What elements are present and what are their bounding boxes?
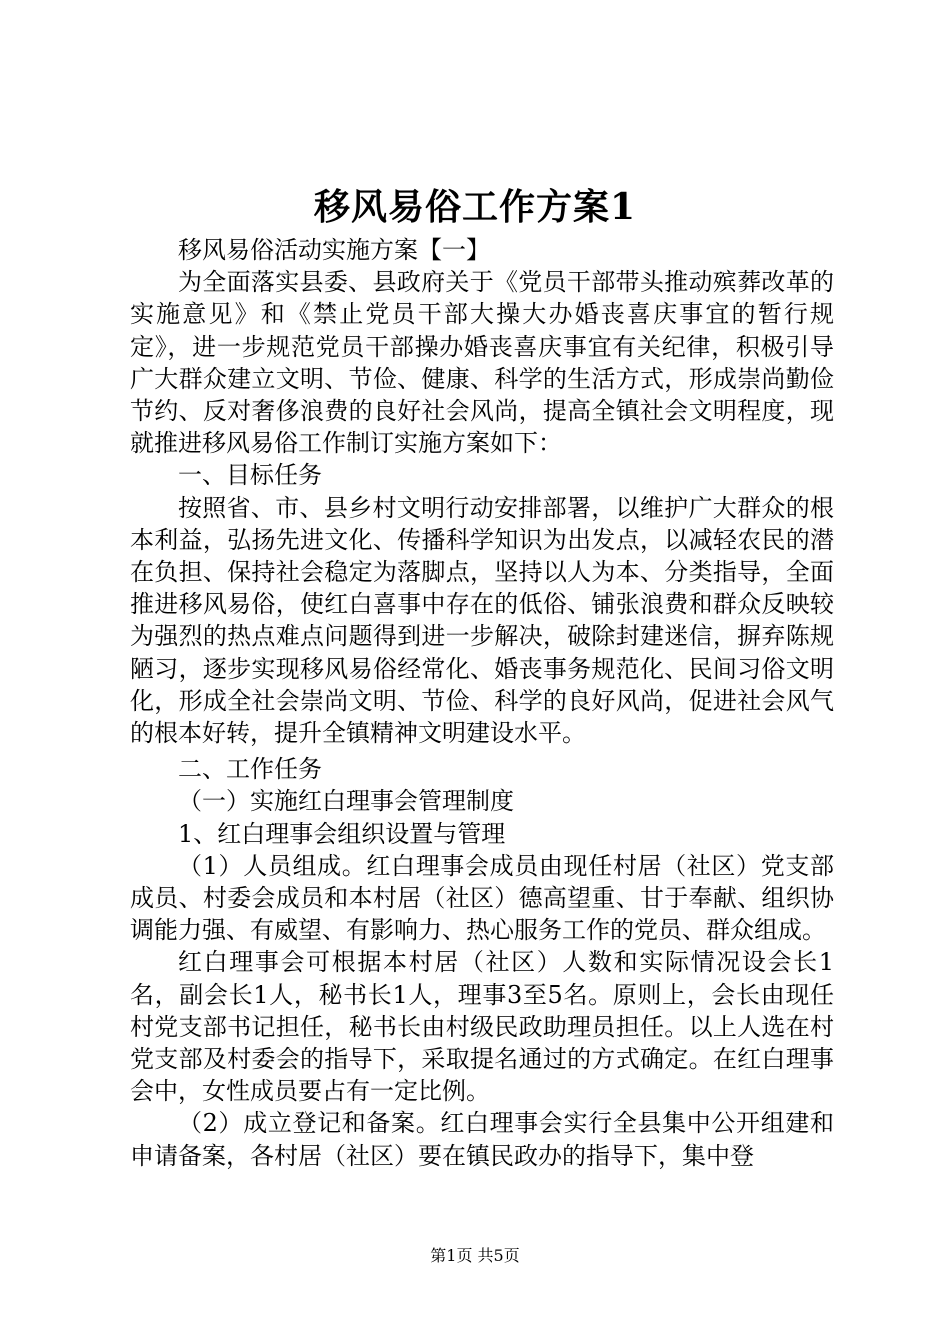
heading-objectives: 一、目标任务 bbox=[178, 461, 322, 490]
document-title: 移风易俗工作方案1 bbox=[313, 186, 637, 228]
paragraph-intro: 为全面落实县委、县政府关于《党员干部带头推动殡葬改革的实施意见》和《禁止党员干部大操大办婚丧喜庆事宜的暂行规定》，进一步规范党员干部操办婚丧喜庆事宜有关纪律，积极引导广大群众建立文明、节俭、健康、科学的生活方式，形成崇尚勤俭节约、反对奢侈浪费的良好社会风尚，提高全镇社会文明程度，现就推进移风易俗工作制订实施方案如下： bbox=[130, 268, 834, 458]
document-body bbox=[130, 234, 834, 1171]
heading-subsection-1: （一）实施红白理事会管理制度 bbox=[178, 787, 514, 816]
paragraph-structure: 红白理事会可根据本村居（社区）人数和实际情况设会长1名，副会长1人，秘书长1人，理事3至5名。原则上，会长由现任村党支部书记担任，秘书长由村级民政助理员担任。以上人选在村党支部及村委会的指导下，采取提名通过的方式确定。在红白理事会中，女性成员要占有一定比例。 bbox=[130, 948, 834, 1106]
page-number: 第1页 共5页 bbox=[430, 1246, 520, 1265]
paragraph-registration: （2）成立登记和备案。红白理事会实行全县集中公开组建和申请备案，各村居（社区）要在镇民政办的指导下，集中登 bbox=[130, 1109, 834, 1170]
paragraph-subtitle: 移风易俗活动实施方案【一】 bbox=[178, 236, 490, 264]
paragraph-personnel: （1）人员组成。红白理事会成员由现任村居（社区）党支部成员、村委会成员和本村居（社区）德高望重、甘于奉献、组织协调能力强、有威望、有影响力、热心服务工作的党员、群众组成。 bbox=[130, 851, 834, 945]
heading-item-1: 1、红白理事会组织设置与管理 bbox=[178, 819, 506, 848]
paragraph-objectives: 按照省、市、县乡村文明行动安排部署，以维护广大群众的根本利益，弘扬先进文化、传播科学知识为出发点，以减轻农民的潜在负担、保持社会稳定为落脚点，坚持以人为本、分类指导，全面推进移风易俗，使红白喜事中存在的低俗、铺张浪费和群众反映较为强烈的热点难点问题得到进一步解决，破除封建迷信，摒弃陈规陋习，逐步实现移风易俗经常化、婚丧事务规范化、民间习俗文明化，形成全社会崇尚文明、节俭、科学的良好风尚，促进社会风气的根本好转，提升全镇精神文明建设水平。 bbox=[130, 493, 834, 748]
heading-tasks: 二、工作任务 bbox=[178, 755, 322, 784]
